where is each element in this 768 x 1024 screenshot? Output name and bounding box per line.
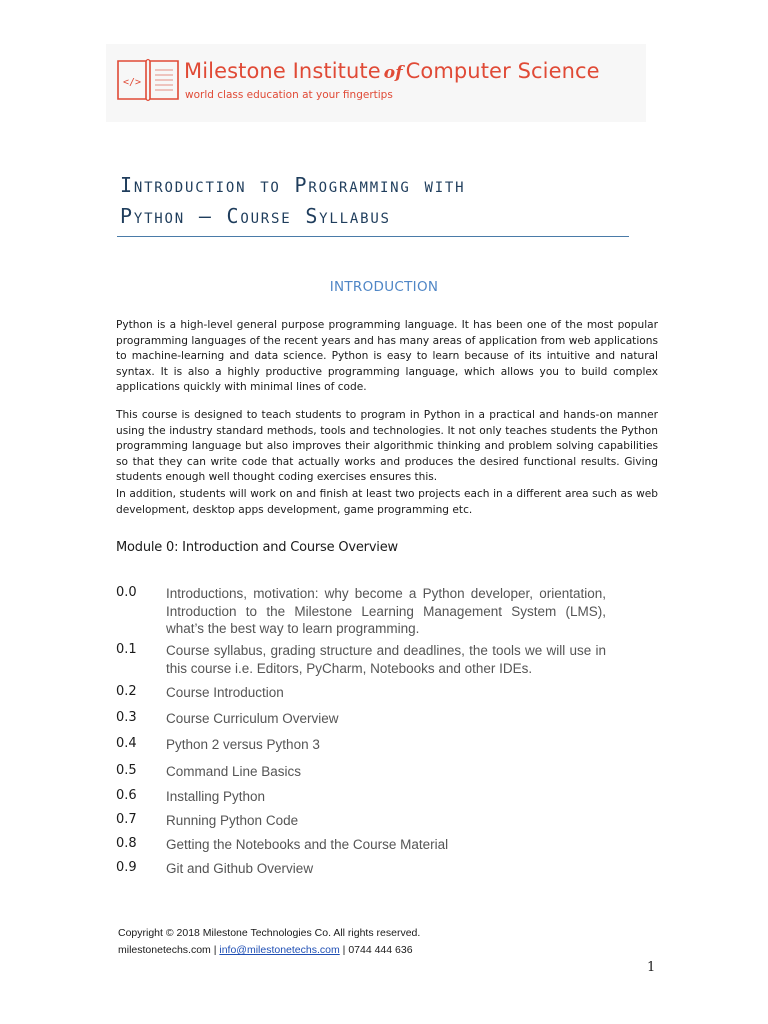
website-text: milestonetechs.com <box>118 944 211 956</box>
lesson-text: Installing Python <box>166 789 266 804</box>
lesson-number: 0.2 <box>116 684 137 699</box>
introduction-paragraph-1: Python is a high-level general purpose programming language. It has been one of the most popular programming languages of the recent years and has many areas of application from web applications to machine-learning and data science. Python is easy to learn because of its intuitive and natural syntax. It is also a highly productive programming language, which allows you to build complex applications quickly with minimal lines of code. <box>116 319 658 393</box>
copyright-notice: Copyright © 2018 Milestone Technologies Co. All rights reserved. <box>118 927 421 939</box>
lesson-number: 0.3 <box>116 710 137 725</box>
lesson-number: 0.6 <box>116 788 137 803</box>
open-book-code-icon <box>116 55 180 103</box>
lesson-number: 0.4 <box>116 736 137 751</box>
lesson-text: Introductions, motivation: why become a Python developer, orientation, Introduction to the Milestone Learning Management System (LMS), what’s the best way to learn programming. <box>166 586 606 636</box>
institute-name-part1: Milestone Institute <box>184 59 381 83</box>
lesson-number: 0.0 <box>116 585 137 600</box>
introduction-paragraph-2: This course is designed to teach students to program in Python in a practical and hands-on manner using the industry standard methods, tools and technologies. It not only teaches students the Python programming language but also improves their algorithmic thinking and problem solving capabilities so that they can write code that actually works and produces the desired functional results. Giving students enough well thought coding exercises ensures this. <box>116 409 658 483</box>
lesson-text: Getting the Notebooks and the Course Material <box>166 837 449 852</box>
institute-name <box>184 59 600 83</box>
document-title-line1: Introduction to Programming with <box>120 173 466 197</box>
institute-tagline: world class education at your fingertips <box>185 89 393 101</box>
lesson-text: Git and Github Overview <box>166 861 314 876</box>
lesson-text: Course Introduction <box>166 685 284 700</box>
contact-separator: | <box>339 944 349 956</box>
lesson-text: Running Python Code <box>166 813 299 828</box>
lesson-number: 0.9 <box>116 860 137 875</box>
module-0-heading: Module 0: Introduction and Course Overview <box>116 540 398 555</box>
title-divider <box>117 236 629 237</box>
introduction-paragraph-3: In addition, students will work on and finish at least two projects each in a different area such as web development, desktop apps development, game programming etc. <box>116 488 658 516</box>
lesson-number: 0.5 <box>116 763 137 778</box>
lesson-text: Course Curriculum Overview <box>166 711 339 726</box>
institute-name-of: of <box>383 63 403 83</box>
document-title <box>120 170 640 232</box>
logo-banner <box>106 44 646 122</box>
contact-line <box>118 944 413 956</box>
introduction-heading: INTRODUCTION <box>329 279 439 295</box>
document-title-line2: Python – Course Syllabus <box>120 204 391 228</box>
lesson-text: Python 2 versus Python 3 <box>166 737 320 752</box>
email-link[interactable]: info@milestonetechs.com <box>219 944 340 956</box>
phone-text: 0744 444 636 <box>348 944 413 956</box>
contact-separator: | <box>210 944 220 956</box>
lesson-number: 0.7 <box>116 812 137 827</box>
lesson-text: Course syllabus, grading structure and deadlines, the tools we will use in this course i.e. Editors, PyCharm, Notebooks and other IDEs. <box>166 643 606 676</box>
logo-code-glyph: </> <box>122 77 142 88</box>
lesson-number: 0.1 <box>116 642 137 657</box>
institute-name-part2: Computer Science <box>405 59 600 83</box>
lesson-number: 0.8 <box>116 836 137 851</box>
lesson-text: Command Line Basics <box>166 764 302 779</box>
page-number: 1 <box>647 960 656 975</box>
